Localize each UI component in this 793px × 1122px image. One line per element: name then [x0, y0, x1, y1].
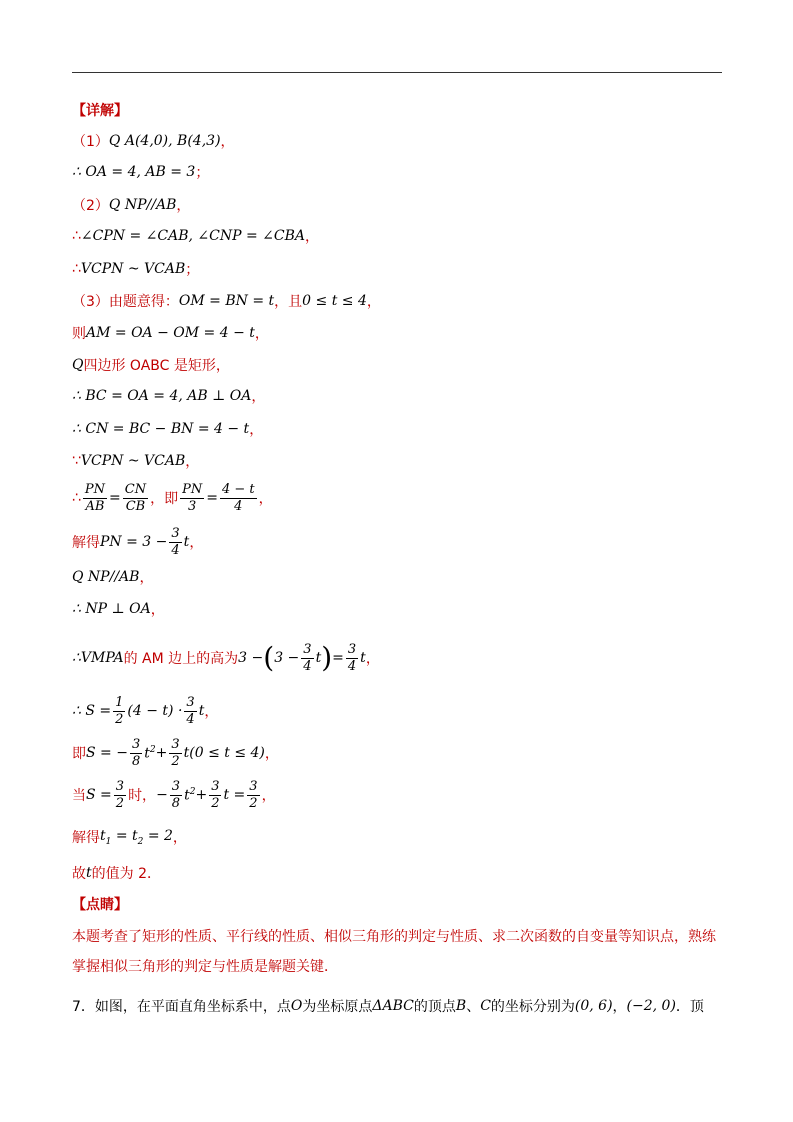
np-parallel-line: Q NP//AB ， — [72, 569, 154, 586]
fraction: $\frac{PN}{AB}$ — [84, 481, 106, 514]
pn-line: 解得 PN = 3 − $\frac{3}{4}$ t ， — [72, 525, 204, 558]
np-perp-line: ∴ NP ⊥ OA ， — [72, 601, 165, 618]
when-s-line: 当 S = $\frac{3}{2}$ 时， − $\frac{3}{8}$ $t^2$ + $\frac{3}{2}$ t = $\frac{3}{2}$ ， — [72, 778, 276, 811]
height-line: ∴VMPA 的 AM 边上的高为 3 − ( 3 − $\frac{3}{4}$ t ) = $\frac{3}{4}$ t ， — [72, 641, 380, 674]
fraction: $\frac{3}{4}$ — [347, 641, 357, 674]
section-detail-heading: 【详解】 — [72, 103, 128, 119]
cn-line: ∴ CN = BC − BN = 4 − t ， — [72, 421, 264, 438]
fraction: $\frac{4 - t}{4}$ — [221, 481, 255, 514]
ratio-line: ∴ $\frac{PN}{AB}$ = $\frac{CN}{CB}$ ，即 $\frac{PN}{3}$ = $\frac{4 - t}{4}$ ， — [72, 481, 273, 514]
angles-line: ∴ ∠CPN = ∠CAB, ∠CNP = ∠CBA ， — [72, 228, 319, 245]
question-7-line: 7．如图，在平面直角坐标系中，点 O 为坐标原点 ΔABC 的顶点 B 、 C 的坐标分别为 (0, 6) ， (−2, 0) ．顶 — [72, 998, 704, 1015]
fraction: $\frac{CN}{CB}$ — [124, 481, 147, 514]
fraction: $\frac{1}{2}$ — [115, 694, 124, 727]
fraction: $\frac{3}{2}$ — [249, 778, 258, 811]
conclusion-line: 故 t 的值为 2． — [72, 865, 161, 882]
rectangle-line: Q 四边形 OABC 是矩形， — [72, 357, 230, 374]
fraction: $\frac{3}{2}$ — [115, 778, 125, 811]
fraction: $\frac{3}{8}$ — [131, 736, 141, 769]
area-line: ∴ S = $\frac{1}{2}$ (4 − t) · $\frac{3}{4}$ t ， — [72, 694, 219, 727]
fraction: $\frac{3}{2}$ — [171, 736, 180, 769]
am-line: 则 AM = OA − OM = 4 − t ， — [72, 325, 269, 342]
because-similar-line: ∵ VCPN ~ VCAB ， — [72, 453, 200, 470]
section-comment-heading: 【点睛】 — [72, 897, 128, 913]
area-expanded-line: 即 S = − $\frac{3}{8}$ $t^2$ + $\frac{3}{2}$ t(0 ≤ t ≤ 4) ， — [72, 736, 279, 769]
step-3-line: （3）由题意得： OM = BN = t ，且 0 ≤ t ≤ 4 ， — [72, 293, 381, 310]
header-rule — [72, 72, 722, 73]
step-2-line: （2） Q NP//AB ， — [72, 197, 191, 214]
fraction: $\frac{PN}{3}$ — [182, 481, 203, 514]
bc-line: ∴ BC = OA = 4, AB ⊥ OA ， — [72, 388, 266, 405]
fraction: $\frac{3}{4}$ — [171, 525, 180, 558]
fraction: $\frac{3}{4}$ — [303, 641, 312, 674]
similar-line: ∴ VCPN ~ VCAB ； — [72, 261, 200, 278]
oa-ab-line: ∴ OA = 4, AB = 3 ； — [72, 164, 210, 181]
fraction: $\frac{3}{8}$ — [171, 778, 181, 811]
fraction: $\frac{3}{4}$ — [186, 694, 195, 727]
fraction: $\frac{3}{2}$ — [211, 778, 220, 811]
solution-line: 解得 $t_1 = t_2 = 2$ ， — [72, 827, 187, 847]
comment-paragraph: 本题考查了矩形的性质、平行线的性质、相似三角形的判定与性质、求二次函数的自变量等知识点，熟练掌握相似三角形的判定与性质是解题关键． — [72, 929, 716, 975]
step-1-line: （1） Q A(4,0), B(4,3) ， — [72, 133, 235, 150]
